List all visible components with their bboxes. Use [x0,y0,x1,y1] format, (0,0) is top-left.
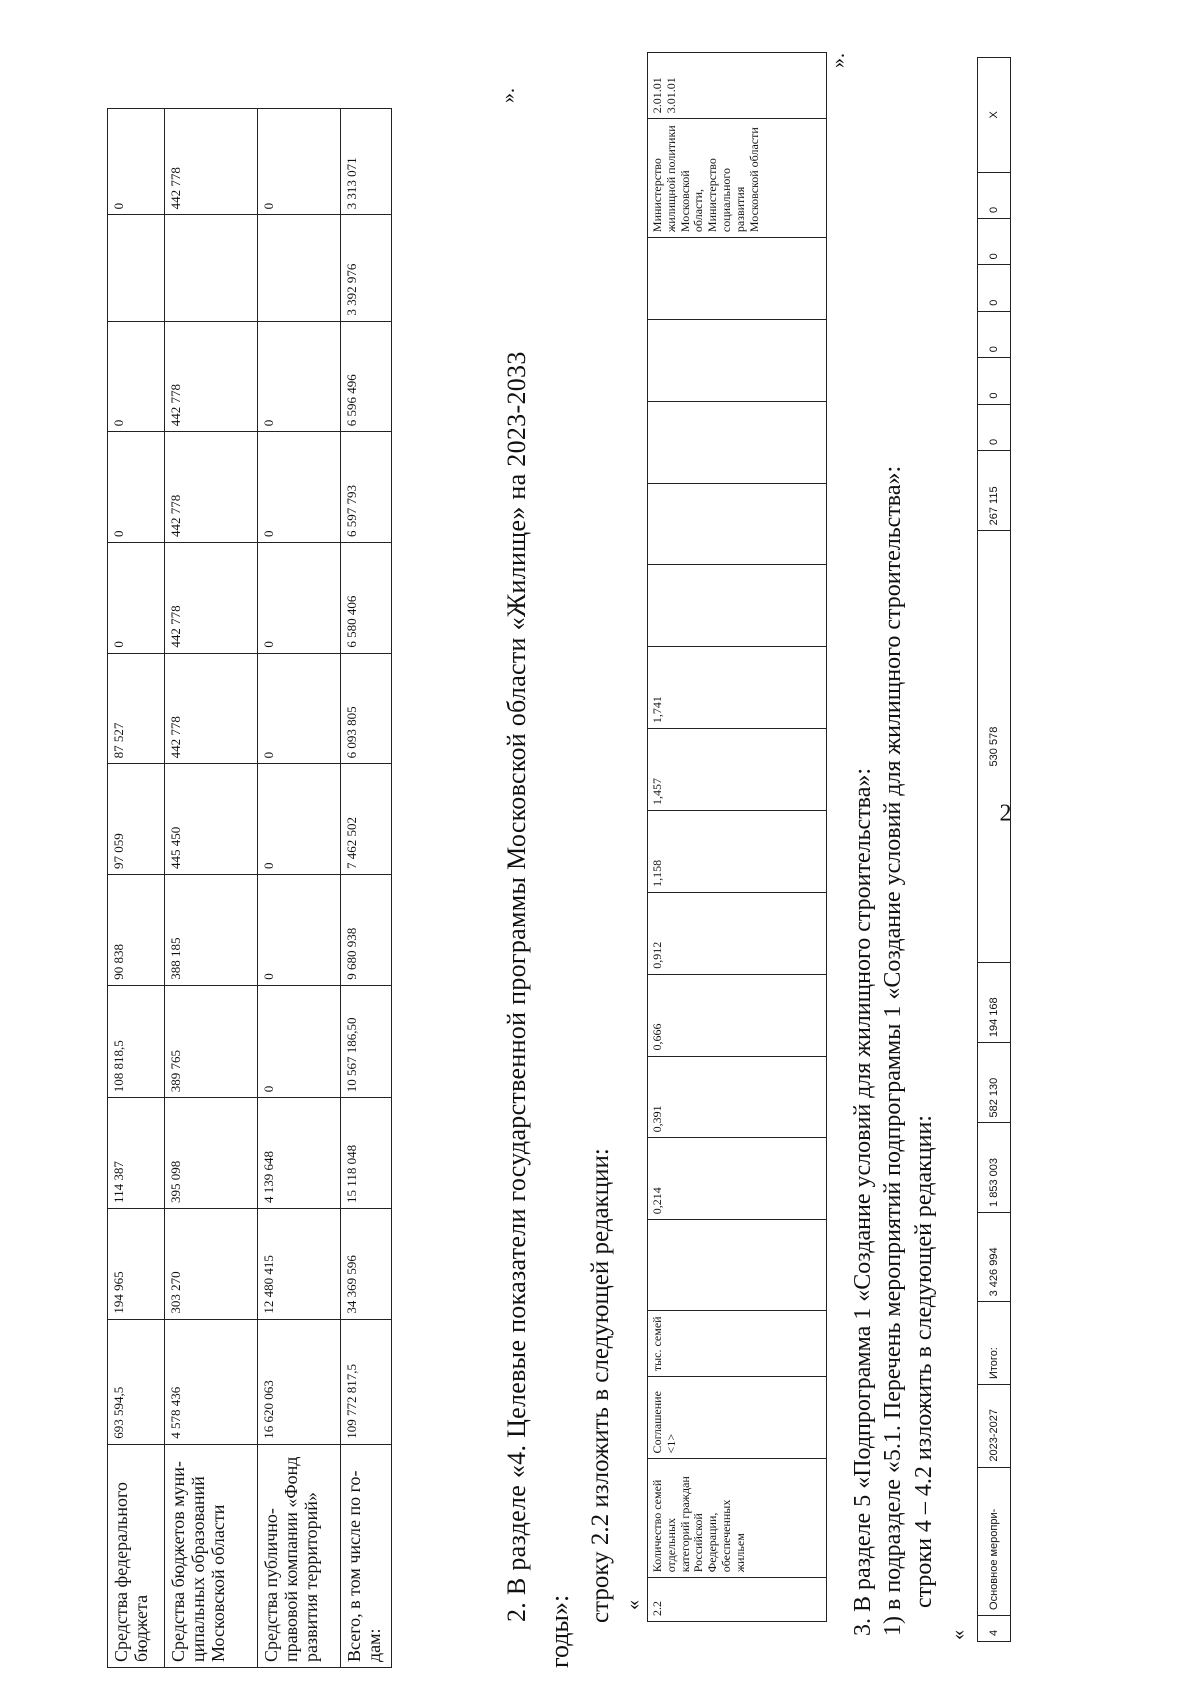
section-2-instruction: строку 2.2 изложить в следующей редакции: [587,1148,614,1623]
table-cell: 0 [108,109,165,215]
table-cell: 108 818,5 [108,985,165,1098]
table-cell: 1,741 [648,647,827,729]
table-cell: 4 578 436 [165,1319,258,1444]
table-cell: 389 765 [165,985,258,1098]
table-cell: 7 462 502 [341,764,392,875]
table-cell: 303 270 [165,1208,258,1319]
indicator-codes: 2.01.01 3.01.01 [648,53,827,119]
table-cell: 0 [978,218,1011,264]
table-cell: 6 596 496 [341,321,392,432]
section-3-instruction: строки 4 – 4.2 изложить в следующей редакции: [911,1115,937,1608]
table-row [108,109,165,1668]
table-cell: 0 [258,653,341,764]
table-cell: 4 139 648 [258,1098,341,1209]
table-cell: 442 778 [165,542,258,653]
table-row [978,58,1011,1642]
table-row [341,109,392,1668]
indicator-name: Количество семей отдельных категорий граждан Российской Федерации, обеспеченных жильем [648,1459,827,1578]
table-cell: 0 [978,404,1011,450]
table-cell: 194 965 [108,1208,165,1319]
section-2-heading: 2. В разделе «4. Целевые показатели государственной программы Московской области «Жилище» на 2023-2033 [502,351,531,1622]
table-cell [648,483,827,565]
closing-quote: ». [827,53,849,68]
table-cell [648,565,827,647]
section-3-heading: 3. В разделе 5 «Подпрограмма 1 «Создание условий для жилищного строительства»: [850,767,876,1636]
section-3-subsection: 1) в подразделе «5.1. Перечень мероприятий подпрограммы 1 «Создание условий для жилищного строительства»: [880,465,906,1636]
table-cell: 3 392 976 [341,215,392,321]
table-cell: 0 [978,172,1011,218]
indicator-table [647,52,827,1622]
table-cell: 87 527 [108,653,165,764]
indicator-unit: тыс. семей [648,1311,827,1377]
table-cell [648,401,827,483]
table-cell: 0 [108,321,165,432]
table-cell: 9 680 938 [341,875,392,986]
indicator-num: 2.2 [648,1578,827,1622]
table-cell: 3 313 071 [341,109,392,215]
table-cell: 582 130 [978,1043,1011,1123]
indicator-responsible: Министерство жилищной политики Московской области, Министерство социального развития Московской области [648,119,827,238]
event-num: 4 [978,1615,1011,1641]
table-cell: 267 115 [978,451,1011,531]
table-row [165,109,258,1668]
table-row [258,109,341,1668]
table-cell: 0,391 [648,1056,827,1138]
table-cell: 10 567 186,50 [341,985,392,1098]
table-cell: Х [978,58,1011,173]
table-cell: 109 772 817,5 [341,1319,392,1444]
table-cell: 388 185 [165,875,258,986]
table-cell: 395 098 [165,1098,258,1209]
table-cell: 90 838 [108,875,165,986]
table-row [648,53,827,1622]
section-2-heading-cont: годы»: [545,1594,574,1668]
table-cell: 1 853 003 [978,1123,1011,1212]
table-cell: 0 [108,542,165,653]
table-cell: 1,158 [648,811,827,893]
table-cell: 6 580 406 [341,542,392,653]
table-cell: 693 594,5 [108,1319,165,1444]
table-cell: 442 778 [165,432,258,543]
row-label: Всего, в том числе по го-дам: [341,1444,392,1667]
table-cell: 0 [258,764,341,875]
table-cell: 6 093 805 [341,653,392,764]
table-cell: 114 387 [108,1098,165,1209]
table-cell [648,1220,827,1311]
table-cell: 530 578 [978,531,1011,962]
event-name: Основное меропри- [978,1467,1011,1615]
table-cell: 0 [258,985,341,1098]
table-cell: 16 620 063 [258,1319,341,1444]
table-cell: 0,666 [648,974,827,1056]
table-cell [165,215,258,321]
event-table [977,57,1011,1642]
table-cell: 0 [978,265,1011,311]
table-cell: 0 [978,311,1011,357]
row-label: Средства публично-правовой компании «Фонд развития территорий» [258,1444,341,1667]
table-cell: 0 [258,432,341,543]
table-cell [648,238,827,320]
table-cell [258,215,341,321]
table-cell: 1,457 [648,729,827,811]
row-label: Средства бюджетов муни-ципальных образований Московской области [165,1444,258,1667]
table-cell [108,215,165,321]
table-cell: 445 450 [165,764,258,875]
table-cell: 97 059 [108,764,165,875]
table-cell: 194 168 [978,962,1011,1042]
event-total-label: Итого: [978,1302,1011,1385]
table-cell: 12 480 415 [258,1208,341,1319]
table-cell: 0,214 [648,1138,827,1220]
indicator-type: Соглашение <1> [648,1377,827,1459]
table-cell: 442 778 [165,321,258,432]
table-cell: 442 778 [165,109,258,215]
finance-table [107,108,392,1668]
table-cell: 3 426 994 [978,1212,1011,1301]
table-cell: 15 118 048 [341,1098,392,1209]
table-cell: 0 [258,875,341,986]
closing-quote: ». [497,88,519,103]
table-cell: 34 369 596 [341,1208,392,1319]
table-cell: 442 778 [165,653,258,764]
table-cell: 6 597 793 [341,432,392,543]
table-cell: 0 [978,358,1011,404]
opening-quote: « [622,1600,644,1610]
rotated-content [27,28,1167,1668]
table-cell: 0 [108,432,165,543]
event-period: 2023-2027 [978,1385,1011,1468]
opening-quote: « [947,1630,969,1640]
table-cell: 0,912 [648,892,827,974]
row-label: Средства федерального бюджета [108,1444,165,1667]
table-cell: 0 [258,321,341,432]
table-cell: 0 [258,109,341,215]
table-cell [648,319,827,401]
table-cell: 0 [258,542,341,653]
page-number: 2 [999,800,1012,827]
